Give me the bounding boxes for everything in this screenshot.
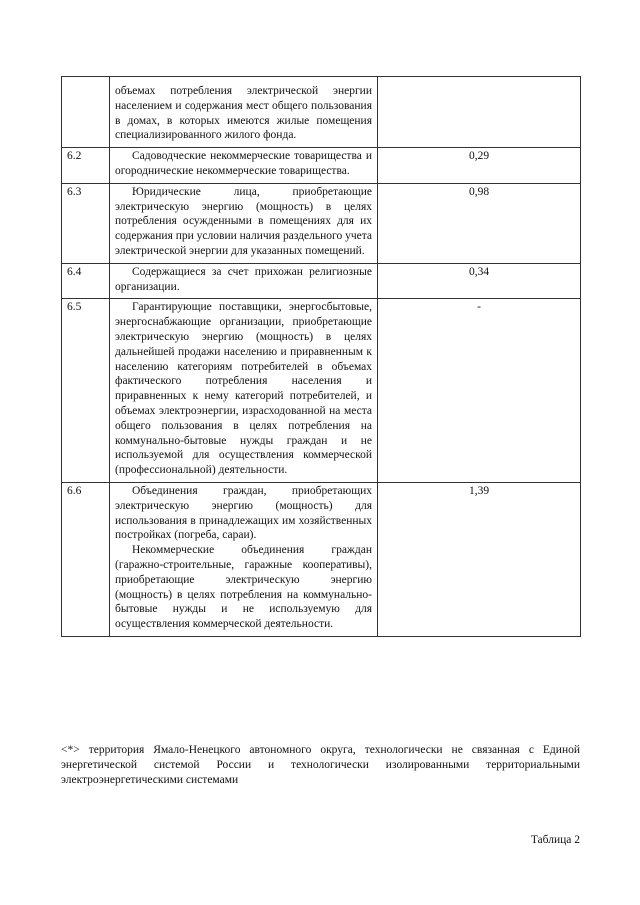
- description-paragraph: Юридические лица, приобретающие электрическую энергию (мощность) в целях потребления осужденными в помещениях для их содержания при условии наличия раздельного учета электрической энергии для указанных помещений.: [115, 185, 372, 257]
- row-description: [110, 183, 378, 263]
- row-description: [110, 148, 378, 184]
- row-number: [62, 77, 110, 148]
- description-paragraph: Садоводческие некоммерческие товарищества и огороднические некоммерческие товарищества.: [115, 150, 372, 177]
- table-row: [62, 148, 581, 184]
- row-description: [110, 263, 378, 299]
- row-number: 6.6: [62, 482, 110, 636]
- row-value: 0,29: [378, 148, 581, 184]
- row-description: [110, 77, 378, 148]
- row-number: 6.4: [62, 263, 110, 299]
- row-description: [110, 299, 378, 483]
- description-paragraph: Содержащиеся за счет прихожан религиозные организации.: [115, 265, 372, 293]
- description-paragraph: Гарантирующие поставщики, энергосбытовые, энергоснабжающие организации, приобретающие электрическую энергию (мощность) в целях дальнейшей продажи населению и приравненным к населению категориям потребителей в объемах фактического потребления населения и приравненных к нему категорий потребителей, и объемах электроэнергии, израсходованной на места общего пользования в целях потребления на коммунально-бытовые нужды граждан и не используемой для осуществления коммерческой (профессиональной) деятельности.: [115, 301, 372, 477]
- table-row: [62, 77, 581, 148]
- row-value: 0,34: [378, 263, 581, 299]
- table-row: [62, 299, 581, 483]
- row-value: -: [378, 299, 581, 483]
- description-paragraph: объемах потребления электрической энергии населением и содержания мест общего пользования в домах, в которых имеются жилые помещения специализированного жилого фонда.: [115, 85, 372, 142]
- description-paragraph: Некоммерческие объединения граждан (гаражно-строительные, гаражные кооперативы), приобретающие электрическую энергию (мощность) в целях потребления на коммунально-бытовые нужды и не используемую для осуществления коммерческой деятельности.: [115, 544, 372, 631]
- row-value: [378, 77, 581, 148]
- row-number: 6.2: [62, 148, 110, 184]
- table-row: [62, 183, 581, 263]
- row-value: 0,98: [378, 183, 581, 263]
- table-row: [62, 263, 581, 299]
- table-label: Таблица 2: [530, 834, 580, 846]
- row-number: 6.3: [62, 183, 110, 263]
- row-number: 6.5: [62, 299, 110, 483]
- tariff-table: [61, 76, 581, 637]
- footnote: <*> территория Ямало-Ненецкого автономного округа, технологически не связанная с Единой энергетической системой России и технологически изолированными территориальными электроэнергетическими системами: [61, 744, 580, 786]
- table-row: [62, 482, 581, 636]
- description-paragraph: Объединения граждан, приобретающих электрическую энергию (мощность) для использования в принадлежащих им хозяйственных постройках (погреба, сараи).: [115, 484, 372, 542]
- row-value: 1,39: [378, 482, 581, 636]
- row-description: [110, 482, 378, 636]
